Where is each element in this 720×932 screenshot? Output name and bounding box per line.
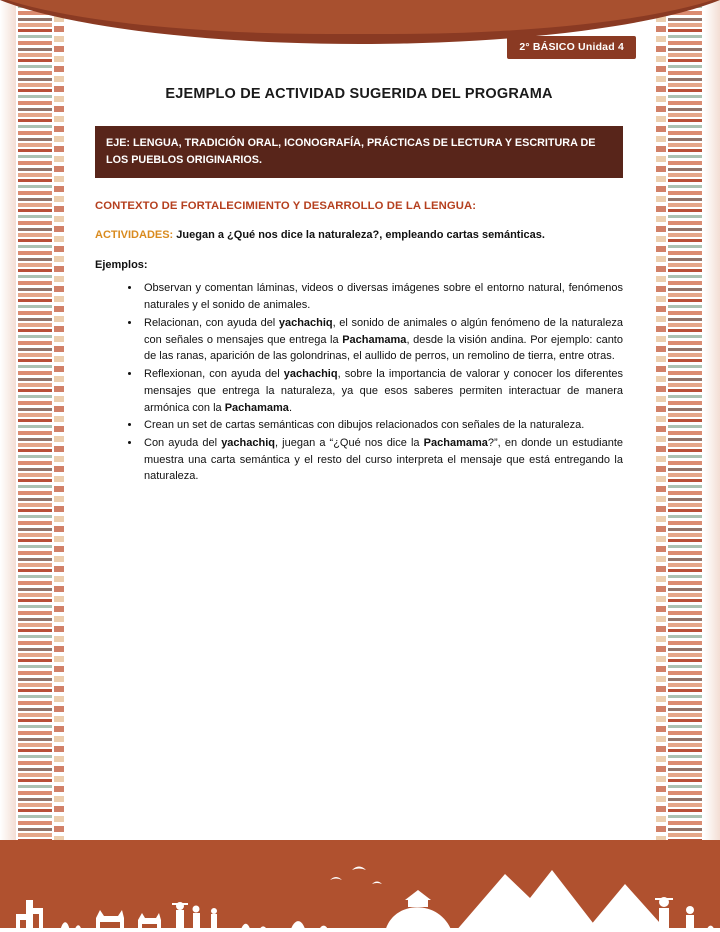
- page-edge-left: [0, 0, 16, 932]
- andean-border-right: [668, 0, 702, 932]
- document-content: [95, 70, 623, 486]
- landscape-silhouette-icon: [0, 840, 720, 932]
- list-item-text: Relacionan, con ayuda del yachachiq, el sonido de animales o algún fenómeno de la naturaleza con señales o mensajes que entrega la Pachamama, desde la visión andina. Por ejemplo: canto de las ranas, aparición de las golondrinas, el aullido de perros, un remolino de tierra, entre otras.: [144, 316, 623, 363]
- page-edge-right: [704, 0, 720, 932]
- list-item: [141, 417, 623, 434]
- list-item: [141, 280, 623, 313]
- activities-text: Juegan a ¿Qué nos dice la naturaleza?, empleando cartas semánticas.: [176, 229, 545, 242]
- list-item-text: Con ayuda del yachachiq, juegan a “¿Qué nos dice la Pachamama?”, en donde un estudiante muestra una carta semántica y el resto del curso interpreta el mensaje que está entregando la naturaleza.: [144, 436, 624, 483]
- list-item: [141, 315, 623, 365]
- bottom-landscape-illustration: [0, 840, 720, 932]
- examples-label: Ejemplos:: [95, 259, 148, 272]
- activities-line: [95, 229, 623, 241]
- examples-list: [95, 280, 623, 485]
- andean-border-left: [18, 0, 52, 932]
- unit-badge: 2° BÁSICO Unidad 4: [507, 36, 636, 59]
- page-title: EJEMPLO DE ACTIVIDAD SUGERIDA DEL PROGRAMA: [165, 86, 553, 102]
- section-heading: CONTEXTO DE FORTALECIMIENTO Y DESARROLLO DE LA LENGUA:: [95, 200, 477, 213]
- list-item: [141, 435, 623, 485]
- activities-label: ACTIVIDADES:: [95, 229, 174, 242]
- andean-border-inner-left: [54, 0, 64, 932]
- list-item-text: Observan y comentan láminas, videos o diversas imágenes sobre el entorno natural, fenómenos naturales y el sonido de animales.: [144, 282, 623, 312]
- list-item: [141, 366, 623, 416]
- list-item-text: Reflexionan, con ayuda del yachachiq, sobre la importancia de valorar y conocer los diferentes mensajes que entrega la naturaleza, ya que esos saberes permiten interactuar de manera armónica con la Pachamama.: [144, 368, 623, 414]
- ribbon-main: [0, 0, 720, 34]
- eje-banner: [95, 126, 623, 178]
- eje-label: EJE:: [106, 137, 131, 149]
- andean-border-inner-right: [656, 0, 666, 932]
- list-item-text: Crean un set de cartas semánticas con dibujos relacionados con señales de la naturaleza.: [144, 419, 585, 432]
- eje-text: LENGUA, TRADICIÓN ORAL, ICONOGRAFÍA, PRÁCTICAS DE LECTURA Y ESCRITURA DE LOS PUEBLOS ORIGINARIOS.: [106, 137, 596, 166]
